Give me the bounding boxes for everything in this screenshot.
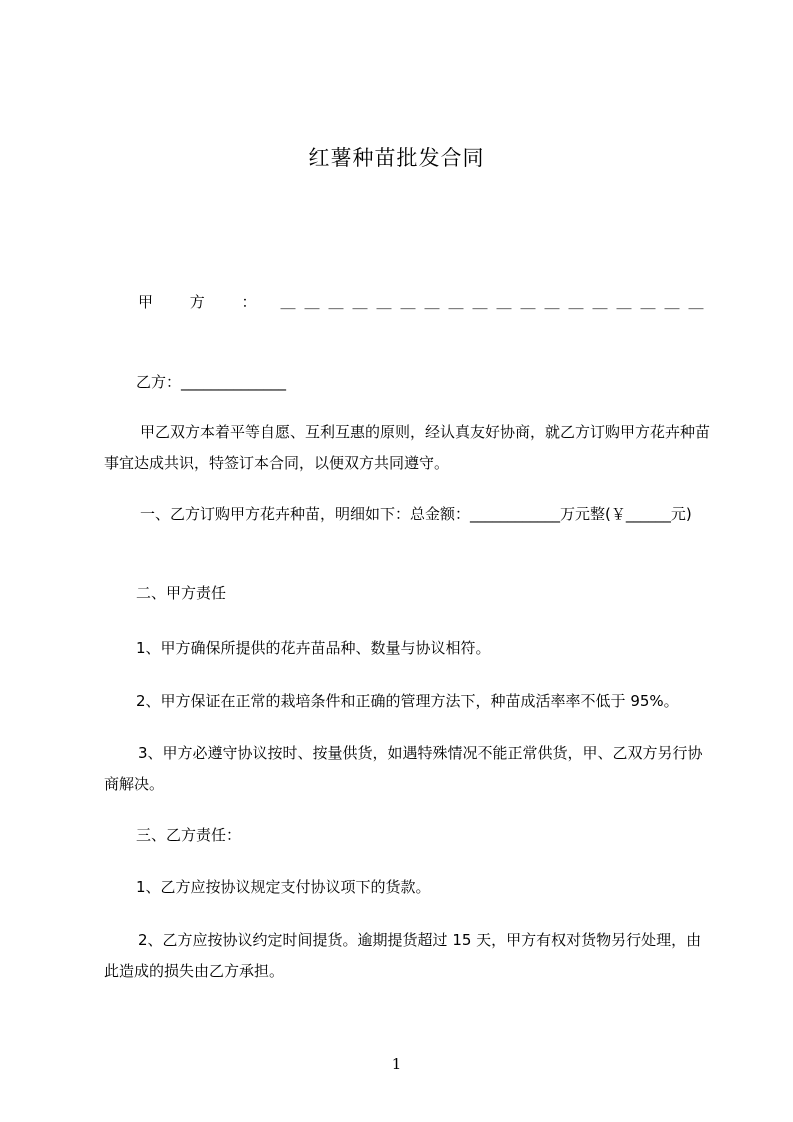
section-2-heading: 二、甲方责任 <box>136 584 227 602</box>
section-3-item: 2、乙方应按协议约定时间提货。逾期提货超过 15 天，甲方有权对货物另行处理，由此造成的损失由乙方承担。 <box>104 931 702 980</box>
section-2-item: 1、甲方确保所提供的花卉苗品种、数量与协议相符。 <box>136 639 491 657</box>
party-a-blank: ＿＿＿＿＿＿＿＿＿＿＿＿＿＿＿＿＿＿ <box>280 293 713 311</box>
section-2-item: 2、甲方保证在正常的栽培条件和正确的管理方法下，种苗成活率率不低于 95%。 <box>136 692 679 710</box>
section-2-item: 3、甲方必遵守协议按时、按量供货，如遇特殊情况不能正常供货，甲、乙双方另行协商解决。 <box>104 744 703 793</box>
document-title: 红薯种苗批发合同 <box>308 146 485 170</box>
party-a-label: 甲 方 ： <box>138 293 273 311</box>
section-3-item: 1、乙方应按协议规定支付协议项下的货款。 <box>136 878 431 896</box>
intro-paragraph: 甲乙双方本着平等自愿、互利互惠的原则，经认真友好协商，就乙方订购甲方花卉种苗事宜达成共识，特签订本合同，以便双方共同遵守。 <box>104 423 711 472</box>
party-b-line: 乙方：______________ <box>136 373 287 391</box>
section-3-heading: 三、乙方责任： <box>136 826 242 844</box>
clause-1-paragraph: 一、乙方订购甲方花卉种苗，明细如下：总金额：____________万元整(￥______元) <box>140 505 692 523</box>
page-number: 1 <box>391 1055 402 1073</box>
party-a-line <box>138 292 748 312</box>
